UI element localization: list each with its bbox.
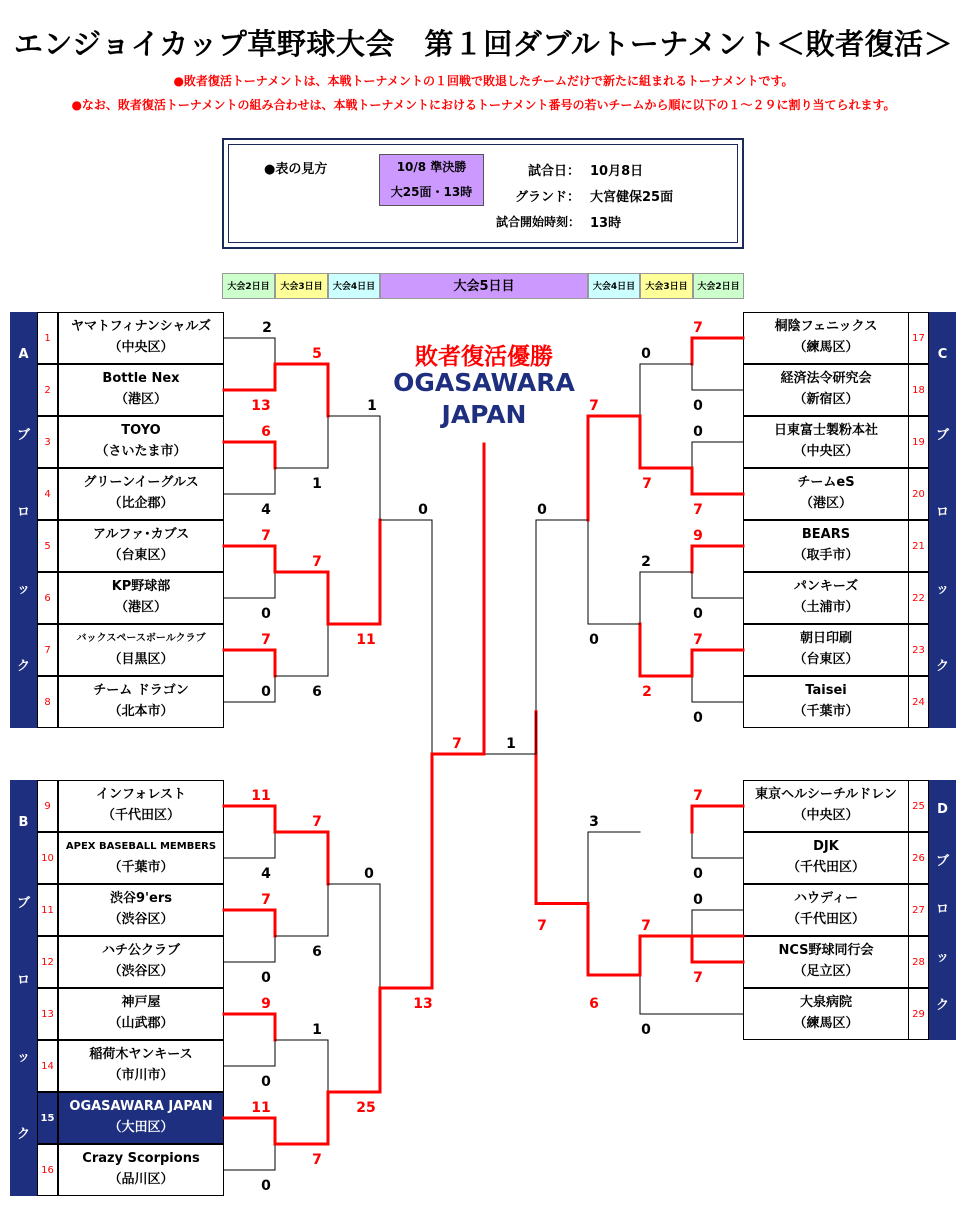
team-location: （渋谷区） [108,964,174,979]
champion-name-line1: OGASAWARA [393,368,575,397]
team-number: 7 [37,624,58,676]
legend-ground-value: 大宮健保25面 [590,190,674,205]
score-label: 0 [693,424,703,440]
day-header-left-4: 大会4日目 [328,273,380,299]
team-name: 経済法令研究会 [780,371,872,386]
team-location: （土浦市） [793,600,859,615]
legend-sample-line2: 大25面・13時 [390,185,473,199]
team-location: （千葉市） [793,704,859,719]
score-label: 1 [312,476,322,492]
team-location: （千代田区） [101,808,180,823]
team-number: 14 [37,1040,58,1092]
score-label: 2 [262,320,272,336]
score-label: 1 [312,1022,322,1038]
team-number: 2 [37,364,58,416]
team-location: （さいたま市） [95,444,187,459]
team-location: （比企郡） [108,496,174,511]
team-name: ハウディー [794,891,858,906]
block-char: ブ [16,427,30,443]
team-number: 24 [908,676,929,728]
block-char: B [18,814,29,830]
legend-time-value: 13時 [590,216,622,231]
team-number: 10 [37,832,58,884]
score-label: 7 [693,320,703,336]
score-label: 9 [261,996,271,1012]
score-label: 7 [261,892,271,908]
day-header-left-2: 大会2日目 [222,273,275,299]
team-name: チームeS [797,475,855,490]
team-number: 18 [908,364,929,416]
team-location: （中央区） [108,340,174,355]
block-char: ロ [16,972,30,988]
team-name: 朝日印刷 [799,631,852,646]
score-label: 7 [312,554,322,570]
score-label: 0 [693,710,703,726]
team-name: OGASAWARA JAPAN [69,1099,213,1114]
team-number: 29 [908,988,929,1040]
team-location: （山武郡） [108,1016,174,1031]
day-header-right-4: 大会4日目 [588,273,640,299]
team-location: （中央区） [793,444,859,459]
team-location: （練馬区） [793,340,859,355]
score-label: 7 [589,398,599,414]
team-location: （市川市） [108,1068,174,1083]
team-name: インフォレスト [96,787,186,802]
score-label: 9 [693,528,703,544]
score-label: 0 [641,1022,651,1038]
team-number: 6 [37,572,58,624]
team-number: 3 [37,416,58,468]
team-location: （千代田区） [786,912,865,927]
champion-name-line2: JAPAN [441,400,527,429]
team-name: グリーンイーグルス [83,475,199,490]
block-char: ッ [16,581,30,597]
team-location: （大田区） [108,1120,174,1135]
team-number: 1 [37,312,58,364]
score-label: 0 [693,866,703,882]
score-label: 0 [641,346,651,362]
day-header-right-2: 大会2日目 [693,273,744,299]
block-char: ク [16,658,30,674]
team-location: （取手市） [793,548,859,563]
team-name: チーム ドラゴン [93,683,189,698]
score-label: 11 [251,788,271,804]
score-label: 7 [641,918,651,934]
team-number: 21 [908,520,929,572]
team-name: APEX BASEBALL MEMBERS [65,841,217,852]
legend-time-label: 試合開始時刻： [495,215,580,229]
team-number: 26 [908,832,929,884]
block-char: ッ [935,950,949,966]
team-location: （千代田区） [786,860,865,875]
team-location: （港区） [799,496,852,511]
team-name: バックスペースボールクラブ [76,633,206,644]
team-location: （品川区） [108,1172,174,1187]
day-header-left-3: 大会3日目 [275,273,328,299]
team-location: （千葉市） [108,860,174,875]
score-label: 7 [261,632,271,648]
team-location: （港区） [114,600,167,615]
score-label: 7 [537,918,547,934]
team-name: TOYO [121,423,161,438]
day-header-right-3: 大会3日目 [640,273,693,299]
team-location: （渋谷区） [108,912,174,927]
block-char: ブ [935,427,949,443]
team-number: 5 [37,520,58,572]
score-label: 5 [312,346,322,362]
score-label: 6 [589,996,599,1012]
block-char: ク [935,998,949,1014]
score-label: 13 [413,996,433,1012]
score-label: 0 [261,970,271,986]
team-number: 4 [37,468,58,520]
team-name: KP野球部 [111,579,171,594]
score-label: 1 [506,736,516,752]
legend-date-value: 10月8日 [590,164,644,179]
block-char: A [18,346,29,362]
score-label: 11 [356,632,376,648]
score-label: 0 [261,1074,271,1090]
team-name: Crazy Scorpions [82,1151,200,1166]
team-location: （足立区） [793,964,859,979]
note-2: ●なお、敗者復活トーナメントの組み合わせは、本戦トーナメントにおけるトーナメント番号の若いチームから順に以下の１～２９に割り当てられます。 [71,98,896,112]
team-name: 桐陰フェニックス [774,319,878,334]
team-name: BEARS [801,527,851,542]
team-name: 渋谷9'ers [110,891,172,906]
score-label: 0 [537,502,547,518]
team-number: 17 [908,312,929,364]
score-label: 6 [312,684,322,700]
score-label: 6 [312,944,322,960]
score-label: 13 [251,398,271,414]
team-number: 15 [37,1092,58,1144]
score-label: 7 [693,970,703,986]
legend-date-label: 試合日： [527,164,580,179]
score-label: 0 [364,866,374,882]
team-name: 大泉病院 [799,995,852,1010]
score-label: 25 [356,1100,376,1116]
team-name: 神戸屋 [121,995,161,1010]
score-label: 7 [693,632,703,648]
score-label: 0 [418,502,428,518]
block-char: ブ [16,895,30,911]
page-title: エンジョイカップ草野球大会 第１回ダブルトーナメント＜敗者復活＞ [13,27,954,61]
team-location: （北本市） [108,704,174,719]
score-label: 7 [642,476,652,492]
score-label: 3 [589,814,599,830]
team-number: 25 [908,780,929,832]
team-location: （中央区） [793,808,859,823]
team-number: 28 [908,936,929,988]
score-label: 7 [693,502,703,518]
team-name: DJK [813,839,839,854]
score-label: 0 [589,632,599,648]
team-location: （台東区） [793,652,859,667]
block-char: ク [16,1126,30,1142]
score-label: 0 [261,684,271,700]
score-label: 0 [693,398,703,414]
block-char: ロ [935,901,949,917]
note-1: ●敗者復活トーナメントは、本戦トーナメントの１回戦で敗退したチームだけで新たに組まれるトーナメントです。 [173,74,794,88]
score-label: 7 [452,736,462,752]
legend-heading: ●表の見方 [264,162,328,177]
block-char: ブ [935,853,949,869]
team-name: パンキーズ [793,579,859,594]
block-char: ッ [935,581,949,597]
score-label: 1 [367,398,377,414]
team-number: 16 [37,1144,58,1196]
team-name: ヤマトフィナンシャルズ [71,319,211,334]
score-label: 4 [261,866,271,882]
legend-sample-line1: 10/8 準決勝 [396,160,467,174]
team-location: （新宿区） [793,392,859,407]
team-number: 11 [37,884,58,936]
score-label: 0 [693,606,703,622]
score-label: 0 [693,892,703,908]
day-header-final: 大会5日目 [380,273,588,299]
block-char: ロ [935,504,949,520]
team-number: 13 [37,988,58,1040]
team-number: 22 [908,572,929,624]
team-name: ハチ公クラブ [101,943,180,958]
legend-ground-label: グランド： [514,190,580,205]
team-name: NCS野球同行会 [778,943,874,958]
team-name: Taisei [805,683,847,698]
score-label: 2 [642,684,652,700]
score-label: 7 [693,788,703,804]
team-location: （台東区） [108,548,174,563]
score-label: 0 [261,1178,271,1194]
score-label: 0 [261,606,271,622]
score-label: 4 [261,502,271,518]
score-label: 2 [641,554,651,570]
team-name: 日東富士製粉本社 [773,423,878,438]
team-location: （港区） [114,392,167,407]
score-label: 7 [312,814,322,830]
team-location: （練馬区） [793,1016,859,1031]
score-label: 7 [312,1152,322,1168]
team-name: 東京ヘルシーチルドレン [755,787,897,802]
block-char: D [937,801,948,817]
team-number: 8 [37,676,58,728]
team-location: （目黒区） [108,652,174,667]
block-char: ッ [16,1049,30,1065]
score-label: 6 [261,424,271,440]
score-label: 11 [251,1100,271,1116]
team-number: 12 [37,936,58,988]
team-number: 20 [908,468,929,520]
team-number: 9 [37,780,58,832]
team-number: 19 [908,416,929,468]
block-char: ク [935,658,949,674]
champion-title: 敗者復活優勝 [415,344,553,370]
team-name: アルファ･カブス [92,527,190,542]
team-name: Bottle Nex [102,371,180,386]
team-name: 稲荷木ヤンキース [89,1047,193,1062]
block-char: ロ [16,504,30,520]
score-label: 7 [261,528,271,544]
team-number: 23 [908,624,929,676]
team-number: 27 [908,884,929,936]
block-char: C [937,346,948,362]
